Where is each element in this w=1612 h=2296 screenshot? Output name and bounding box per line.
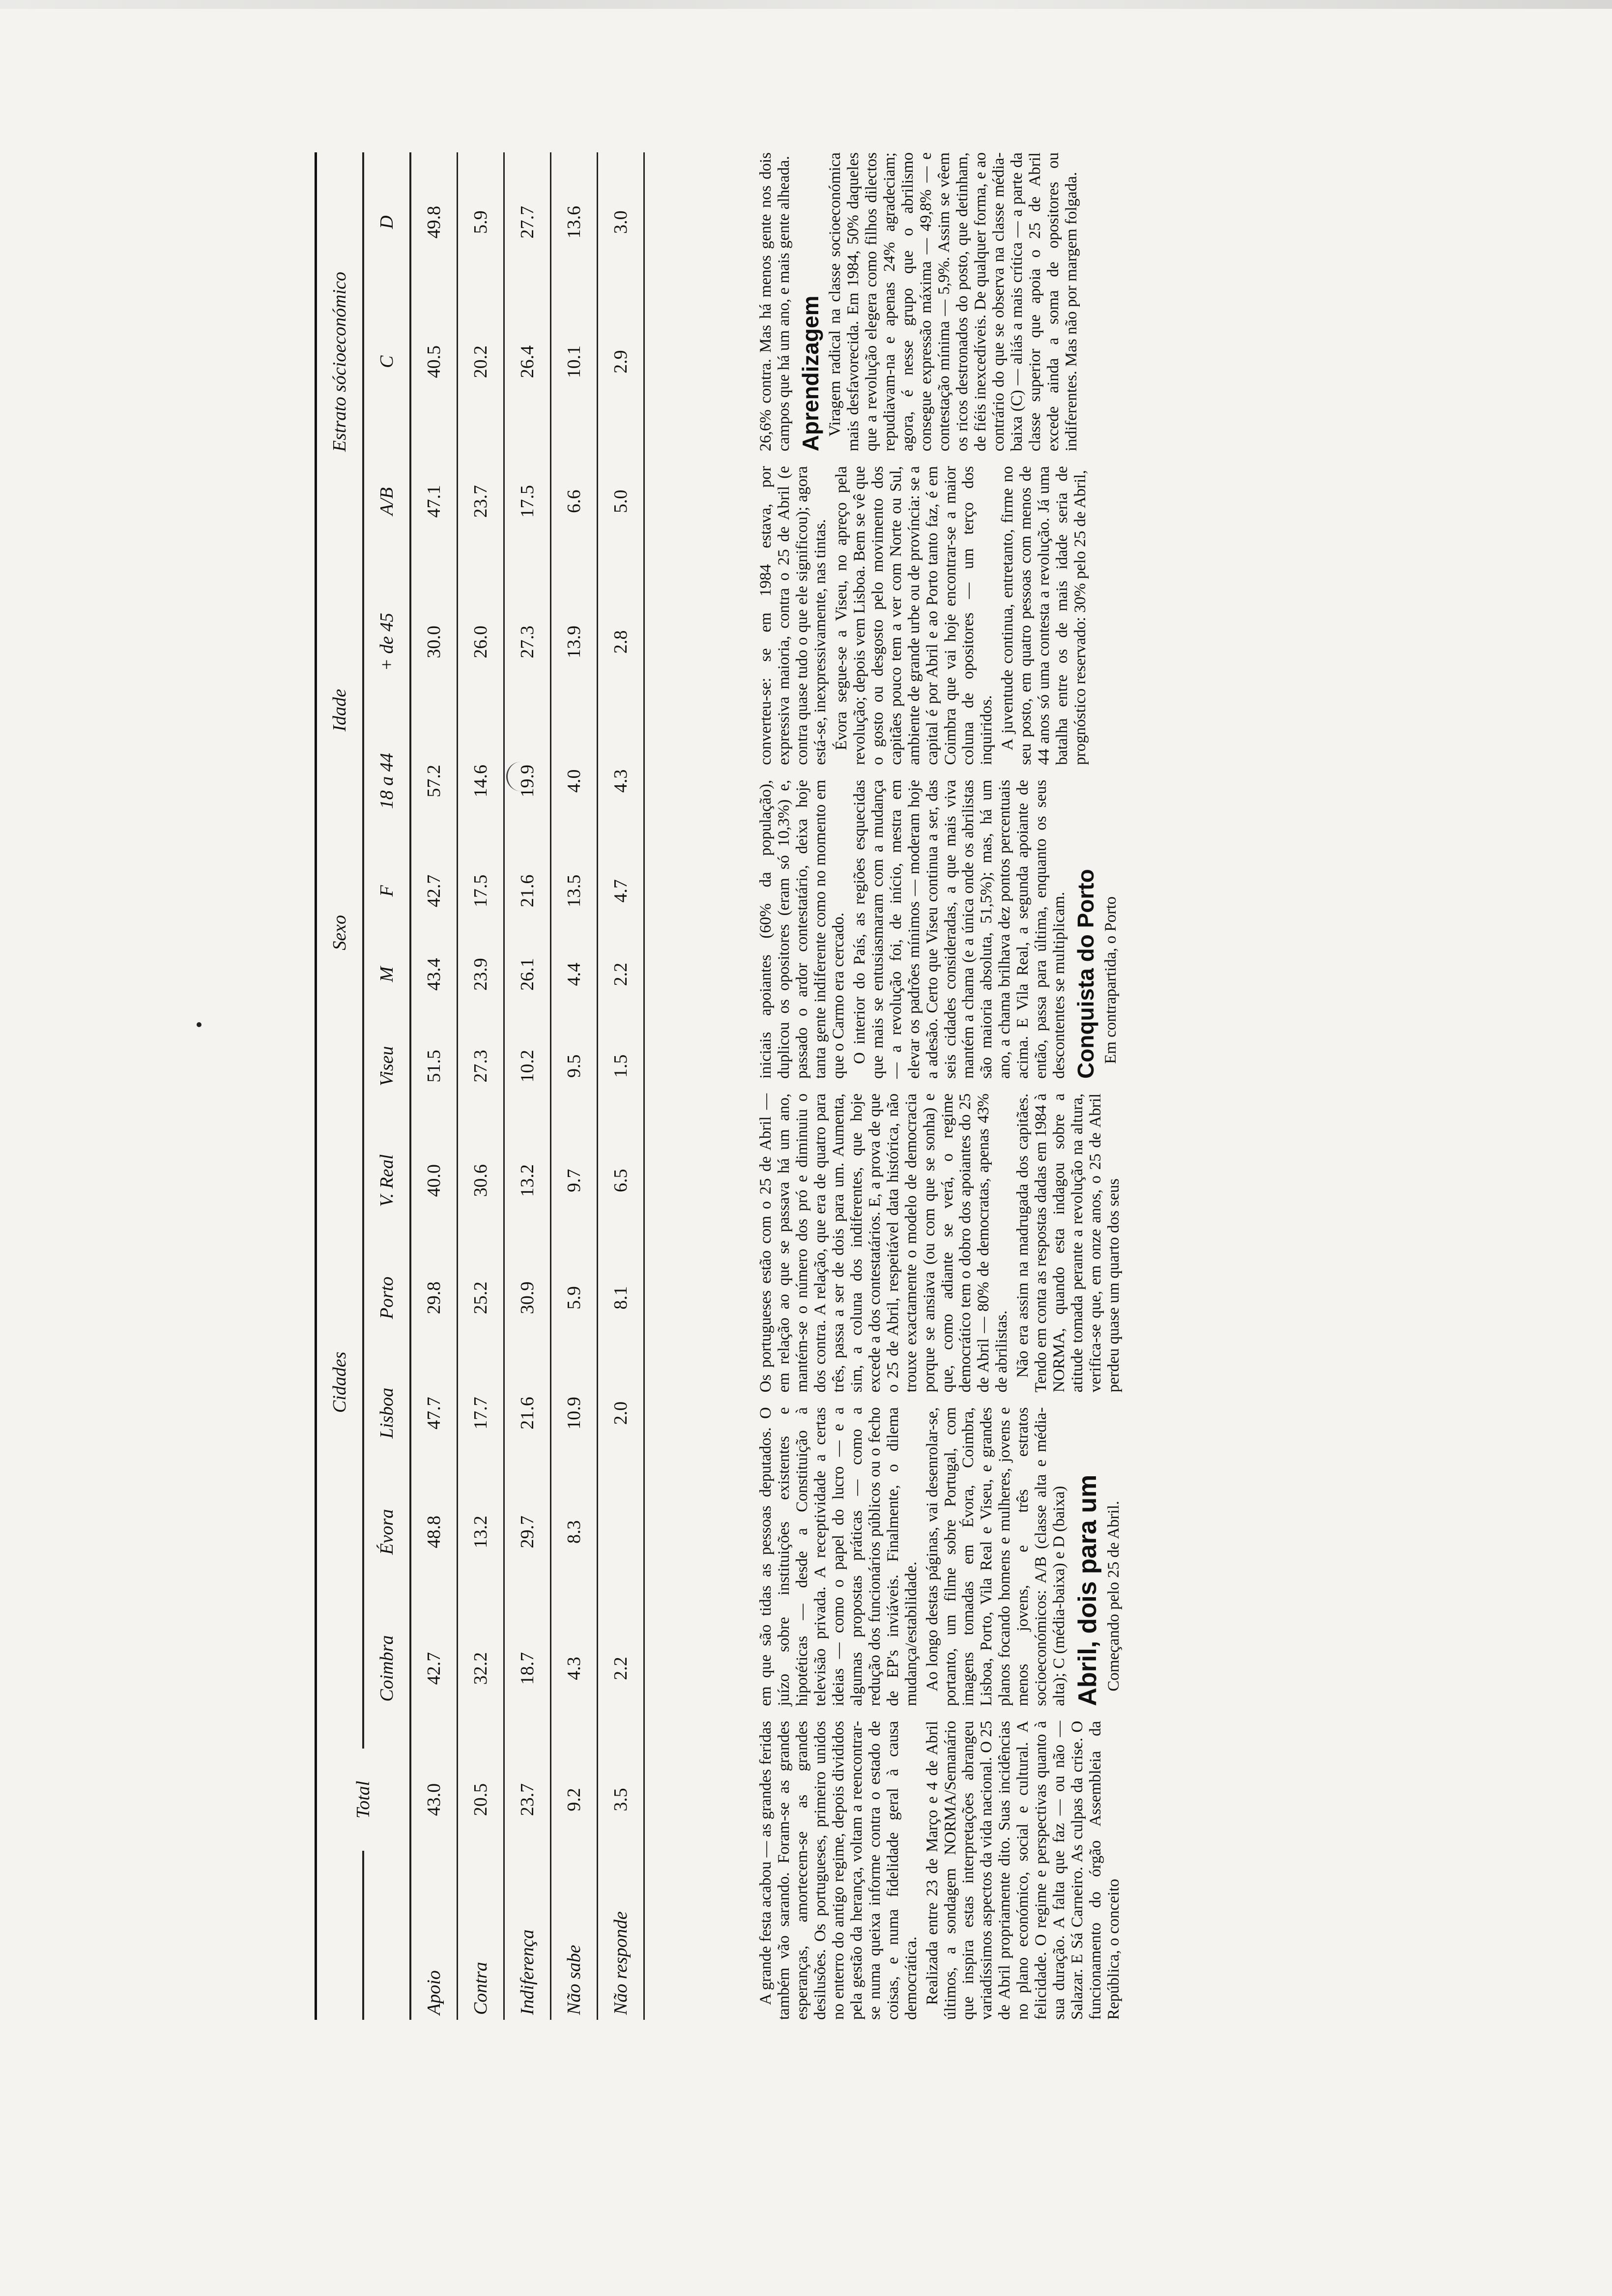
cell: 6.6 xyxy=(551,431,598,571)
cell: 42.7 xyxy=(410,849,458,933)
row-label: Indiferença xyxy=(504,1851,551,2020)
total-header: Total xyxy=(316,1749,411,1851)
cell: 27.3 xyxy=(504,571,551,713)
cell: 13.6 xyxy=(551,152,598,292)
cell: 47.7 xyxy=(410,1351,458,1476)
cell: 29.8 xyxy=(410,1245,458,1350)
cell: 14.6 xyxy=(458,713,504,849)
cell: 26.1 xyxy=(504,933,551,1016)
cell: 20.5 xyxy=(458,1749,504,1851)
cell: 40.0 xyxy=(410,1116,458,1245)
cell: 9.5 xyxy=(551,1016,598,1116)
table-row xyxy=(598,152,644,2020)
cell: 23.9 xyxy=(458,933,504,1016)
cell: 49.8 xyxy=(410,152,458,292)
cell xyxy=(598,1475,644,1588)
table-row xyxy=(504,152,551,2020)
cell: 30.9 xyxy=(504,1245,551,1350)
col-porto: Porto xyxy=(363,1245,410,1350)
col-viseu: Viseu xyxy=(363,1016,410,1116)
cell: 2.8 xyxy=(598,571,644,713)
blank-subheader xyxy=(363,1851,410,2020)
cell: 57.2 xyxy=(410,713,458,849)
paragraph: Os portugueses estão com o 25 de Abril — em relação ao que se passava há um ano, mantém-se o número dos pró e diminuiu o dos contra. A relação, que era de quatro para três, passa a ser de dois para um. Aumenta, sim, a coluna dos indiferentes, que hoje excede a dos contestatários. E, a prova de que o 25 de Abril, respeitável data histórica, não trouxe exactamente o modelo de democracia porque se ansiava (ou com que se sonha) e que, como adiante se verá, o regime democrático tem o dobro dos apoiantes do 25 de Abril — 80% de democratas, apenas 43% de abrilistas. xyxy=(757,1093,1011,1393)
col-c: C xyxy=(363,292,410,431)
survey-table-block xyxy=(315,152,742,2020)
cell: 4.0 xyxy=(551,713,598,849)
cell: 2.2 xyxy=(598,1588,644,1749)
cell: 6.5 xyxy=(598,1116,644,1245)
cell: 40.5 xyxy=(410,292,458,431)
paragraph: em que são tidas as pessoas deputados. O juízo sobre instituições existentes e hipotéticas — desde a Constituição à televisão privada. A receptividade a certas ideias — como o papel do lucro — e a algumas propostas práticas — como a redução dos funcionários públicos ou o fecho de EP's inviáveis. Finalmente, o dilema mudança/estabilidade. xyxy=(757,1407,920,1706)
cell: 23.7 xyxy=(458,431,504,571)
paragraph: A juventude continua, entretanto, firme no seu posto, em quatro pessoas com menos de 44 anos só uma contesta a revolução. Já uma batalha entre os de mais idade seria de prognóstico reservado: 30% pelo 25 de Abril, xyxy=(999,466,1090,765)
blank-header xyxy=(316,1851,364,2020)
cell: 25.2 xyxy=(458,1245,504,1350)
cell: 18.7 xyxy=(504,1588,551,1749)
paragraph: Ao longo destas páginas, vai desenrolar-se, portanto, um filme sobre Portugal, com imagens tomadas em Évora, Coimbra, Lisboa, Porto, Vila Real e Viseu, e grandes planos focando homens e mulheres, jovens e menos jovens, e três estratos socioeconómicos: A/B (classe alta e média-alta); C (média-baixa) e D (baixa) xyxy=(923,1407,1068,1706)
cell: 9.2 xyxy=(551,1749,598,1851)
section-heading: Aprendizagem xyxy=(797,295,823,452)
text-column-2 xyxy=(757,1407,1327,1706)
cell: 13.9 xyxy=(551,571,598,713)
cell: 27.3 xyxy=(458,1016,504,1116)
col-vreal: V. Real xyxy=(363,1116,410,1245)
scan-speck xyxy=(197,1022,202,1027)
paragraph: Viragem radical na classe socioeconómica mais desfavorecida. Em 1984, 50% daqueles que a revolução elegera como filhos dilectos repudiavam-na e apenas 24% agradeciam; agora, é nesse grupo que o abrilismo consegue expressão máxima — 49,8% — e contestação mínima — 5,9%. Assim se vêem os ricos destronados do posto, que detinham, de fiéis inexcedíveis. De qualquer forma, e ao contrário do que se observa na classe média-baixa (C) — aliás a mais crítica — a parte da classe superior que apoia o 25 de Abril excede ainda a soma de opositores ou indiferentes. Mas não por margem folgada. xyxy=(826,152,1080,452)
cell: 8.1 xyxy=(598,1245,644,1350)
cell: 3.5 xyxy=(598,1749,644,1851)
cell: 9.7 xyxy=(551,1116,598,1245)
col-evora: Évora xyxy=(363,1475,410,1588)
cell: 43.0 xyxy=(410,1749,458,1851)
paragraph: Não era assim na madrugada dos capitães. Tendo em conta as respostas dadas em 1984 à NORMA, quando esta indagou sobre a atitude tomada perante a revolução na altura, verifica-se que, em onze anos, o 25 de Abril perdeu quase um quarto dos seus xyxy=(1014,1093,1123,1393)
cell: 10.2 xyxy=(504,1016,551,1116)
cell: 26.0 xyxy=(458,571,504,713)
cell: 1.5 xyxy=(598,1016,644,1116)
table-row xyxy=(410,152,458,2020)
row-label: Não responde xyxy=(598,1851,644,2020)
text-column-6 xyxy=(757,152,1327,451)
cell: 51.5 xyxy=(410,1016,458,1116)
survey-table xyxy=(315,152,645,2020)
cell: 23.7 xyxy=(504,1749,551,1851)
cell: 21.6 xyxy=(504,849,551,933)
section-heading: Abril, dois para um xyxy=(1073,1474,1102,1706)
col-d: D xyxy=(363,152,410,292)
row-label: Apoio xyxy=(410,1851,458,2020)
cell: 32.2 xyxy=(458,1588,504,1749)
text-column-1 xyxy=(757,1721,1327,2020)
cell: 43.4 xyxy=(410,933,458,1016)
rotated-article xyxy=(315,152,1337,2020)
cell: 17.7 xyxy=(458,1351,504,1476)
paragraph: 26,6% contra. Mas há menos gente nos dois campos que há um ano, e mais gente alheada. xyxy=(757,152,793,452)
paragraph: Começando pelo 25 de Abril. xyxy=(1105,1501,1123,1692)
cell: 17.5 xyxy=(504,431,551,571)
cell: 42.7 xyxy=(410,1588,458,1749)
cell: 8.3 xyxy=(551,1475,598,1588)
col-lisboa: Lisboa xyxy=(363,1351,410,1476)
cell: 21.6 xyxy=(504,1351,551,1476)
cell: 13.5 xyxy=(551,849,598,933)
group-age: Idade xyxy=(316,571,364,849)
paragraph: converteu-se: se em 1984 estava, por expressiva maioria, contra o 25 de Abril (e contra quase tudo o que ele significou); agora está-se, inexpressivamente, nas tintas. xyxy=(757,466,829,765)
scan-edge-noise xyxy=(0,0,1612,9)
cell: 4.3 xyxy=(598,713,644,849)
table-row xyxy=(458,152,504,2020)
col-coimbra: Coimbra xyxy=(363,1588,410,1749)
paragraph: Évora segue-se a Viseu, no apreço pela revolução; depois vem Lisboa. Bem se vê que o gosto ou desgosto pelo movimento dos capitães pouco tem a ver com Norte ou Sul, ambiente de grande urbe ou de província: se a capital é por Abril e ao Porto tanto faz, é em Coimbra que vai hoje encontrar-se a maior coluna de opositores — um terço dos inquiridos. xyxy=(832,466,996,765)
table-row xyxy=(551,152,598,2020)
cell: 5.9 xyxy=(458,152,504,292)
row-label: Contra xyxy=(458,1851,504,2020)
row-label: Não sabe xyxy=(551,1851,598,2020)
cell: 4.3 xyxy=(551,1588,598,1749)
paragraph: Realizada entre 23 de Março e 4 de Abril últimos, a sondagem NORMA/Semanário que inspira estas interpretações abrangeu variadíssimos aspectos da vida nacional. O 25 de Abril propriamente dito. Suas incidências no plano económico, social e cultural. A felicidade. O regime e perspectivas quanto à sua duração. A falta que faz — ou não — Salazar. E Sá Carneiro. As culpas da crise. O funcionamento do órgão Assembleia da República, o conceito xyxy=(923,1721,1123,2020)
col-ab: A/B xyxy=(363,431,410,571)
col-f: F xyxy=(363,849,410,933)
group-cities: Cidades xyxy=(316,1016,364,1749)
cell: 13.2 xyxy=(458,1475,504,1588)
cell: 5.0 xyxy=(598,431,644,571)
cell: 20.2 xyxy=(458,292,504,431)
col-18-44: 18 a 44 xyxy=(363,713,410,849)
cell: 13.2 xyxy=(504,1116,551,1245)
cell: 10.1 xyxy=(551,292,598,431)
paragraph: A grande festa acabou — as grandes feridas também vão sarando. Foram-se as grandes esperanças, amortecem-se as grandes desilusões. Os portugueses, primeiro unidos no enterro do antigo regime, depois divididos pela gestão da herança, voltam a reencontrar-se numa queixa informe contra o estado de coisas, e numa fidelidade geral à causa democrática. xyxy=(757,1721,920,2020)
col-m: M xyxy=(363,933,410,1016)
cell: 27.7 xyxy=(504,152,551,292)
cell: 2.0 xyxy=(598,1351,644,1476)
cell: 30.6 xyxy=(458,1116,504,1245)
cell: 2.2 xyxy=(598,933,644,1016)
paragraph: iniciais apoiantes (60% da população), duplicou os opositores (eram só 10,3%) e, passado o ardor contestatário, deixa hoje tanta gente indiferente como no momento em que o Carmo era cercado. xyxy=(757,779,847,1079)
section-heading: Conquista do Porto xyxy=(1073,869,1099,1079)
group-sex: Sexo xyxy=(316,849,364,1016)
col-45plus: + de 45 xyxy=(363,571,410,713)
article-body xyxy=(757,152,1327,2020)
text-column-5 xyxy=(757,466,1327,765)
text-column-4 xyxy=(757,780,1327,1079)
cell: 3.0 xyxy=(598,152,644,292)
cell: 30.0 xyxy=(410,571,458,713)
paragraph: Em contrapartida, o Porto xyxy=(1101,896,1120,1064)
text-column-3 xyxy=(757,1093,1327,1392)
cell: 26.4 xyxy=(504,292,551,431)
group-strata: Estrato sócioeconómico xyxy=(316,152,364,571)
paragraph: O interior do País, as regiões esquecidas que mais se entusiasmaram com a mudança — a revolução foi, de início, mestra em elevar os padrões mínimos — moderam hoje a adesão. Certo que Viseu continua a ser, das seis cidades consideradas, a que mais viva mantém a chama (e a única onde os abrilistas são maioria absoluta, 51,5%); mas, há um ano, a chama brilhava dez pontos percentuais acima. E Vila Real, a segunda apoiante de então, passa para última, enquanto os seus descontentes se multiplicam. xyxy=(850,779,1068,1079)
cell: 4.4 xyxy=(551,933,598,1016)
cell: 10.9 xyxy=(551,1351,598,1476)
cell: 47.1 xyxy=(410,431,458,571)
cell: 17.5 xyxy=(458,849,504,933)
cell: 19.9 xyxy=(504,713,551,849)
cell: 29.7 xyxy=(504,1475,551,1588)
cell: 2.9 xyxy=(598,292,644,431)
cell: 4.7 xyxy=(598,849,644,933)
cell: 48.8 xyxy=(410,1475,458,1588)
cell: 5.9 xyxy=(551,1245,598,1350)
